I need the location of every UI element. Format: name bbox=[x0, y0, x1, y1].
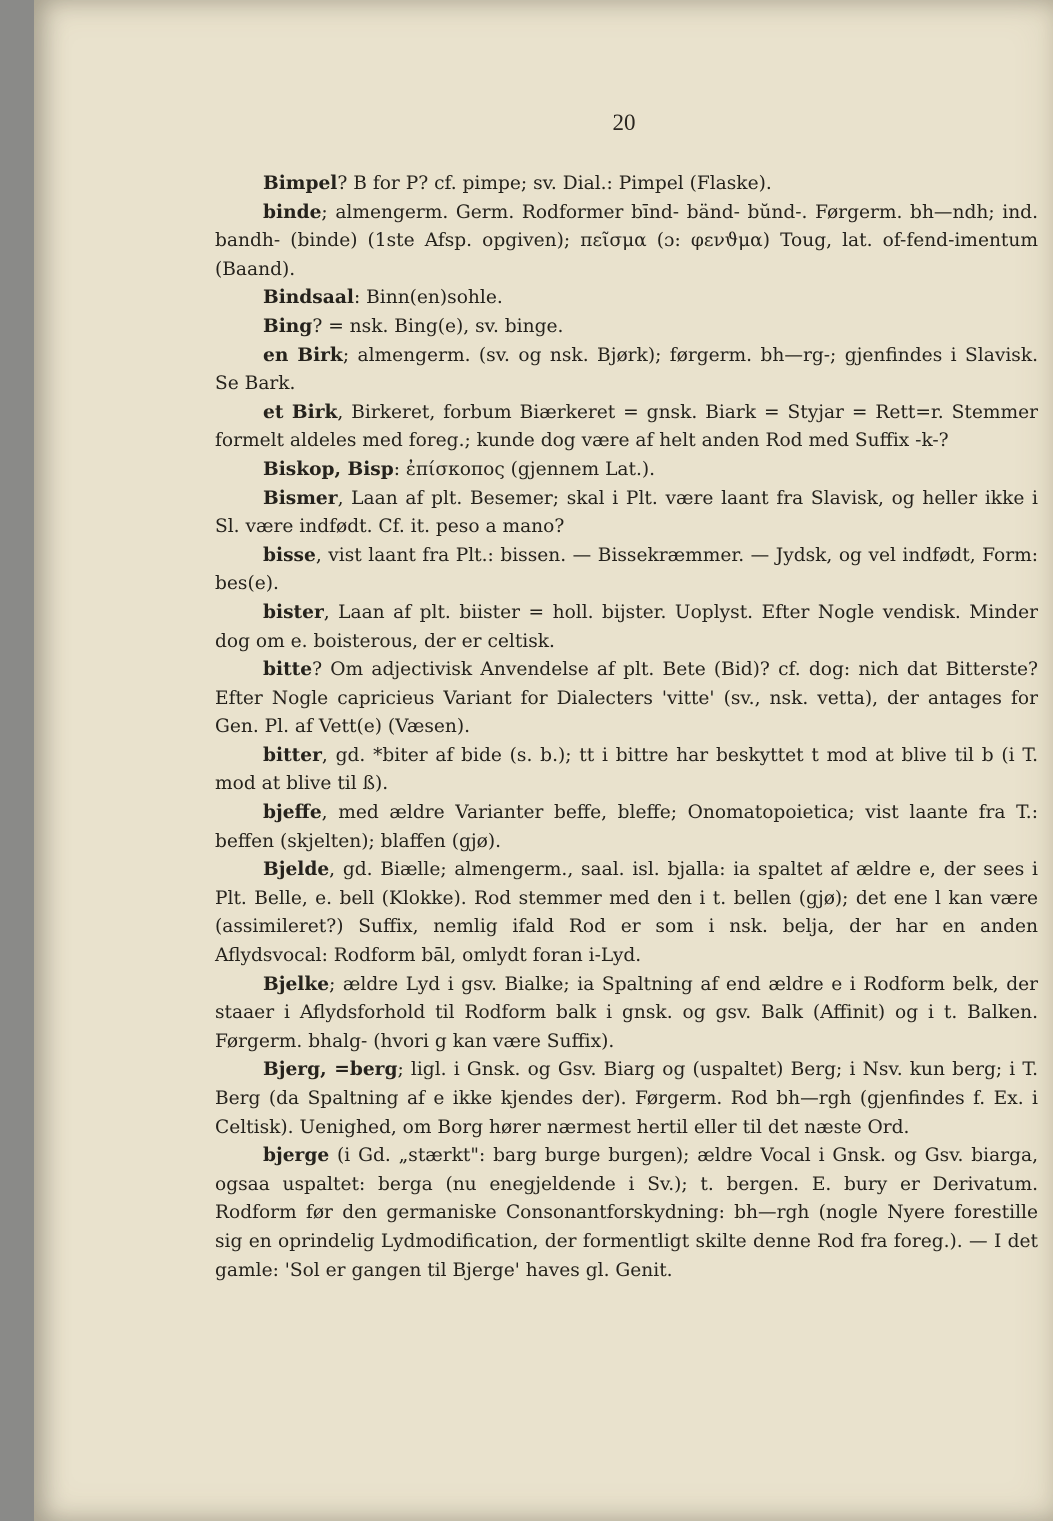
dictionary-text bbox=[215, 170, 1038, 1285]
entry-headword: et Birk bbox=[263, 401, 338, 423]
dictionary-entry bbox=[215, 599, 1038, 656]
entry-definition: ; ligl. i Gnsk. og Gsv. Biarg og (uspaltet) Berg; i Nsv. kun berg; i T. Berg (da Spaltning af e ikke kjendes der). Førgerm. Rod bh—rgh (gjenfindes f. Ex. i Celtisk). Uenighed, om Borg hører nærmest hertil eller til det næste Ord. bbox=[215, 1059, 1038, 1138]
entry-headword: Bismer bbox=[263, 487, 338, 509]
entry-definition: ; ældre Lyd i gsv. Bialke; ia Spaltning af end ældre e i Rodform belk, der staaer i Aflydsforhold til Rodform balk i gnsk. og gsv. Balk (Affinit) og i t. Balken. Førgerm. bhalg- (hvori g kan være Suffix). bbox=[215, 973, 1038, 1052]
entry-headword: bister bbox=[263, 601, 324, 623]
entry-headword: en Birk bbox=[263, 344, 343, 366]
entry-headword: bjerge bbox=[263, 1145, 330, 1167]
entry-definition: ? B for P? cf. pimpe; sv. Dial.: Pimpel (Flaske). bbox=[337, 173, 772, 194]
dictionary-entry bbox=[215, 456, 1038, 485]
entry-definition: , Laan af plt. Besemer; skal i Plt. være laant fra Slavisk, og heller ikke i Sl. være indfødt. Cf. it. peso a mano? bbox=[215, 487, 1038, 538]
entry-definition: ; almengerm. Germ. Rodformer bīnd- bänd- bŭnd-. Førgerm. bh—ndh; ind. bandh- (binde) (1ste Afsp. opgiven); πεῖσμα (ɔ: φενϑμα) Toug, lat. of-fend-imentum (Baand). bbox=[215, 201, 1038, 280]
entry-headword: Bjelke bbox=[263, 973, 330, 995]
dictionary-entry bbox=[215, 542, 1038, 599]
dictionary-entry bbox=[215, 399, 1038, 456]
entry-definition: : Binn(en)sohle. bbox=[353, 287, 503, 309]
entry-definition: , gd. *biter af bide (s. b.); tt i bittre har beskyttet t mod at blive til b (i T. mod at blive til ß). bbox=[215, 744, 1038, 795]
dictionary-entry bbox=[215, 971, 1038, 1057]
dictionary-entry bbox=[215, 742, 1038, 799]
entry-headword: bitter bbox=[263, 744, 322, 766]
dictionary-entry bbox=[215, 1056, 1038, 1142]
entry-definition: , gd. Biælle; almengerm., saal. isl. bjalla: ia spaltet af ældre e, der sees i Plt. Belle, e. bell (Klokke). Rod stemmer med den i t. bellen (gjø); det ene l kan være (assimileret?) Suffix, nemlig ifald Rod er som i nsk. belja, der har en anden Aflydsvocal: Rodform bāl, omlydt foran i-Lyd. bbox=[215, 859, 1038, 967]
entry-headword: Bindsaal bbox=[263, 287, 354, 309]
entry-definition: (i Gd. „stærkt": barg burge burgen); ældre Vocal i Gnsk. og Gsv. biarga, ogsaa uspaltet: berga (nu enegjeldende i Sv.); t. bergen. E. bury er Derivatum. Rodform før den germaniske Consonantforskydning: bh—rgh (nogle Nyere forestille sig en oprindelig Lydmodification, der formentligt skilte denne Rod fra foreg.). — I det gamle: 'Sol er gangen til Bjerge' haves gl. Genit. bbox=[215, 1145, 1038, 1281]
page-sheet bbox=[34, 0, 1053, 1521]
dictionary-entry bbox=[215, 170, 1038, 199]
entry-definition: , vist laant fra Plt.: bissen. — Bissekræmmer. — Jydsk, og vel indfødt, Form: bes(e). bbox=[215, 544, 1038, 595]
entry-headword: Bing bbox=[263, 315, 313, 337]
entry-definition: : ἐπίσκοπος (gjennem Lat.). bbox=[393, 458, 656, 480]
entry-definition: ; almengerm. (sv. og nsk. Bjørk); førgerm. bh—rg-; gjenfindes i Slavisk. Se Bark. bbox=[215, 344, 1038, 395]
entry-headword: Biskop, Bisp bbox=[263, 458, 394, 480]
page-number: 20 bbox=[612, 110, 636, 135]
entry-definition: , Laan af plt. biister = holl. bijster. Uoplyst. Efter Nogle vendisk. Minder dog om e. boisterous, der er celtisk. bbox=[215, 601, 1038, 652]
entry-definition: ? = nsk. Bing(e), sv. binge. bbox=[312, 315, 564, 337]
entry-definition: ? Om adjectivisk Anvendelse af plt. Bete (Bid)? cf. dog: nich dat Bitterste? Efter Nogle capricieus Variant for Dialecters 'vitte' (sv., nsk. vetta), der antages for Gen. Pl. af Vett(e) (Væsen). bbox=[215, 659, 1038, 738]
entry-definition: , med ældre Varianter beffe, bleffe; Onomatopoietica; vist laante fra T.: beffen (skjelten); blaffen (gjø). bbox=[215, 802, 1038, 852]
dictionary-entry bbox=[215, 856, 1038, 970]
dictionary-entry bbox=[215, 799, 1038, 856]
entry-headword: Bjelde bbox=[263, 859, 330, 881]
entry-definition: , Birkeret, forbum Biærkeret = gnsk. Biark = Styjar = Rett=r. Stemmer formelt aldeles med foreg.; kunde dog være af helt anden Rod med Suffix -k-? bbox=[215, 401, 1038, 452]
dictionary-entry bbox=[215, 1142, 1038, 1285]
dictionary-entry bbox=[215, 313, 1038, 342]
dictionary-entry bbox=[215, 485, 1038, 542]
entry-headword: binde bbox=[263, 201, 322, 223]
entry-headword: bisse bbox=[263, 544, 316, 566]
entry-headword: bitte bbox=[263, 659, 313, 681]
entry-headword: Bimpel bbox=[263, 173, 338, 194]
dictionary-entry bbox=[215, 342, 1038, 399]
dictionary-entry bbox=[215, 199, 1038, 285]
entry-headword: bjeffe bbox=[263, 802, 322, 824]
entry-headword: Bjerg, =berg bbox=[263, 1059, 398, 1081]
dictionary-entry bbox=[215, 656, 1038, 742]
dictionary-entry bbox=[215, 284, 1038, 313]
